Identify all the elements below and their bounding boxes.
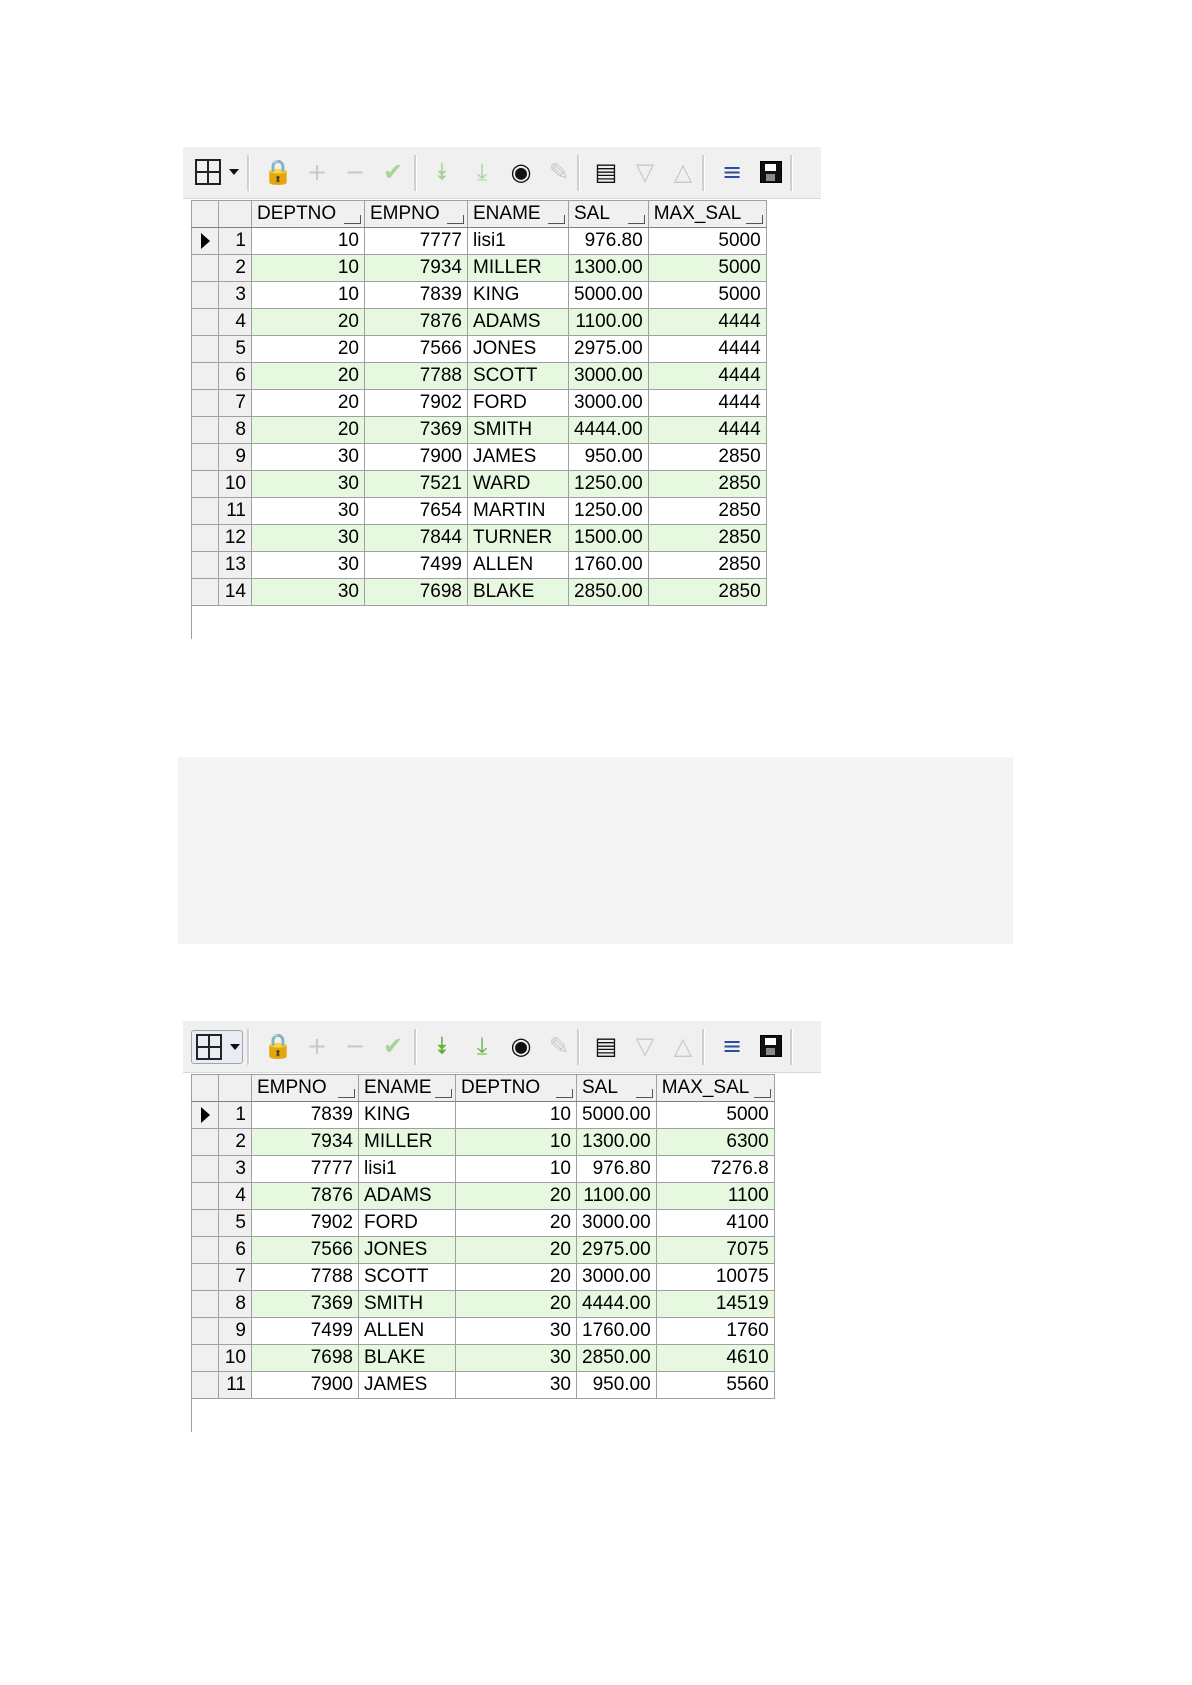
row-number[interactable]: 3 xyxy=(219,1156,252,1183)
table-cell[interactable]: 10 xyxy=(252,282,365,309)
column-header-button[interactable] xyxy=(628,215,645,224)
export-tree-icon[interactable]: ≡ xyxy=(721,158,743,186)
table-cell[interactable]: BLAKE xyxy=(468,579,569,606)
grid-toolbar xyxy=(183,147,821,199)
add-record-icon[interactable]: + xyxy=(306,1032,328,1060)
table-cell[interactable]: lisi1 xyxy=(468,228,569,255)
table-cell[interactable]: 7876 xyxy=(252,1183,359,1210)
table-row[interactable] xyxy=(192,1183,775,1210)
toolbar-separator xyxy=(247,155,250,191)
data-table xyxy=(191,1074,775,1399)
row-indicator[interactable] xyxy=(192,579,219,606)
table-cell[interactable]: 7566 xyxy=(365,336,468,363)
table-cell[interactable]: 5560 xyxy=(656,1372,774,1399)
column-header[interactable]: MAX_SAL xyxy=(656,1075,774,1102)
table-row[interactable] xyxy=(192,579,767,606)
table-cell[interactable]: 10 xyxy=(456,1129,577,1156)
table-cell[interactable]: 1100.00 xyxy=(577,1183,657,1210)
row-number[interactable]: 9 xyxy=(219,444,252,471)
table-cell[interactable]: 7902 xyxy=(252,1210,359,1237)
table-cell[interactable]: 3000.00 xyxy=(577,1210,657,1237)
table-row[interactable] xyxy=(192,228,767,255)
row-indicator[interactable] xyxy=(192,363,219,390)
table-cell[interactable]: 7839 xyxy=(365,282,468,309)
table-row[interactable] xyxy=(192,282,767,309)
table-cell[interactable]: 7369 xyxy=(365,417,468,444)
table-row[interactable] xyxy=(192,444,767,471)
table-cell[interactable]: 7369 xyxy=(252,1291,359,1318)
table-cell[interactable]: 2850.00 xyxy=(577,1345,657,1372)
table-cell[interactable]: 4444 xyxy=(648,336,766,363)
result-grid-2 xyxy=(183,1021,821,1432)
row-number[interactable]: 1 xyxy=(219,1102,252,1129)
table-cell[interactable]: 30 xyxy=(456,1372,577,1399)
table-cell[interactable]: ALLEN xyxy=(359,1318,456,1345)
table-cell[interactable]: 1760.00 xyxy=(577,1318,657,1345)
table-cell[interactable]: 7521 xyxy=(365,471,468,498)
table-cell[interactable]: 20 xyxy=(456,1291,577,1318)
row-number[interactable]: 9 xyxy=(219,1318,252,1345)
row-number[interactable]: 6 xyxy=(219,363,252,390)
table-cell[interactable]: ADAMS xyxy=(468,309,569,336)
clear-icon[interactable]: ✎ xyxy=(548,1032,570,1060)
save-button[interactable] xyxy=(756,156,786,188)
table-cell[interactable]: 1300.00 xyxy=(569,255,649,282)
previous-record-icon[interactable]: △ xyxy=(673,158,693,186)
table-cell[interactable]: 3000.00 xyxy=(569,363,649,390)
post-changes-icon[interactable]: ✔ xyxy=(382,158,404,186)
find-icon[interactable]: ◉ xyxy=(510,1032,532,1060)
table-cell[interactable]: SMITH xyxy=(468,417,569,444)
table-body xyxy=(192,1102,775,1399)
query-by-example-icon[interactable]: ▤ xyxy=(594,1032,618,1060)
table-cell[interactable]: 20 xyxy=(252,309,365,336)
row-number[interactable]: 5 xyxy=(219,336,252,363)
table-row[interactable] xyxy=(192,552,767,579)
delete-record-icon[interactable]: − xyxy=(344,1032,366,1060)
column-header-button[interactable] xyxy=(548,215,565,224)
table-cell[interactable]: 2850 xyxy=(648,444,766,471)
row-indicator[interactable] xyxy=(192,1183,219,1210)
table-cell[interactable]: 30 xyxy=(252,552,365,579)
table-cell[interactable]: JONES xyxy=(468,336,569,363)
table-row[interactable] xyxy=(192,1372,775,1399)
row-indicator[interactable] xyxy=(192,525,219,552)
table-cell[interactable]: 950.00 xyxy=(577,1372,657,1399)
add-record-icon[interactable]: + xyxy=(306,158,328,186)
row-number[interactable]: 10 xyxy=(219,1345,252,1372)
table-row[interactable] xyxy=(192,471,767,498)
row-indicator[interactable] xyxy=(192,1372,219,1399)
table-cell[interactable]: 20 xyxy=(456,1237,577,1264)
table-cell[interactable]: 4610 xyxy=(656,1345,774,1372)
table-cell[interactable]: 1100 xyxy=(656,1183,774,1210)
indicator-header xyxy=(192,1075,219,1102)
table-cell[interactable]: 5000 xyxy=(656,1102,774,1129)
row-number[interactable]: 14 xyxy=(219,579,252,606)
current-row-arrow-icon xyxy=(201,1107,210,1123)
table-row[interactable] xyxy=(192,363,767,390)
table-row[interactable] xyxy=(192,1210,775,1237)
table-cell[interactable]: 5000 xyxy=(648,255,766,282)
column-header[interactable]: SAL xyxy=(569,201,649,228)
row-number[interactable]: 8 xyxy=(219,1291,252,1318)
header-row xyxy=(192,1075,775,1102)
table-cell[interactable]: SMITH xyxy=(359,1291,456,1318)
row-number[interactable]: 7 xyxy=(219,1264,252,1291)
table-row[interactable] xyxy=(192,1102,775,1129)
table-cell[interactable]: 10 xyxy=(252,255,365,282)
table-cell[interactable]: 10 xyxy=(456,1156,577,1183)
column-header[interactable]: EMPNO xyxy=(365,201,468,228)
table-cell[interactable]: 7788 xyxy=(252,1264,359,1291)
table-cell[interactable]: 30 xyxy=(252,525,365,552)
table-cell[interactable]: 7698 xyxy=(252,1345,359,1372)
table-cell[interactable]: 7499 xyxy=(252,1318,359,1345)
table-cell[interactable]: 4444 xyxy=(648,390,766,417)
table-row[interactable] xyxy=(192,417,767,444)
table-cell[interactable]: 20 xyxy=(252,417,365,444)
clear-icon[interactable]: ✎ xyxy=(548,158,570,186)
column-header[interactable]: DEPTNO xyxy=(456,1075,577,1102)
column-header-button[interactable] xyxy=(344,215,361,224)
table-cell[interactable]: 30 xyxy=(456,1318,577,1345)
row-number[interactable]: 5 xyxy=(219,1210,252,1237)
row-indicator[interactable] xyxy=(192,1264,219,1291)
current-row-arrow-icon xyxy=(201,233,210,249)
table-cell[interactable]: 7698 xyxy=(365,579,468,606)
code-block xyxy=(178,757,1013,944)
table-cell[interactable]: 1250.00 xyxy=(569,471,649,498)
save-button[interactable] xyxy=(756,1030,786,1062)
grid-toolbar xyxy=(183,1021,821,1073)
table-cell[interactable]: JONES xyxy=(359,1237,456,1264)
row-indicator[interactable] xyxy=(192,1291,219,1318)
table-cell[interactable]: JAMES xyxy=(359,1372,456,1399)
toolbar-separator xyxy=(702,155,705,191)
column-header[interactable]: ENAME xyxy=(468,201,569,228)
row-number[interactable]: 7 xyxy=(219,390,252,417)
toolbar-separator xyxy=(577,155,580,191)
table-cell[interactable]: 20 xyxy=(252,363,365,390)
table-cell[interactable]: lisi1 xyxy=(359,1156,456,1183)
row-number-header xyxy=(219,1075,252,1102)
table-cell[interactable]: BLAKE xyxy=(359,1345,456,1372)
next-record-icon[interactable]: ▽ xyxy=(635,158,655,186)
toolbar-separator xyxy=(702,1029,705,1065)
table-cell[interactable]: MILLER xyxy=(359,1129,456,1156)
column-header-button[interactable] xyxy=(435,1089,452,1098)
column-header-button[interactable] xyxy=(556,1089,573,1098)
table-cell[interactable]: SCOTT xyxy=(468,363,569,390)
result-grid-1 xyxy=(183,147,821,639)
table-cell[interactable]: 3000.00 xyxy=(569,390,649,417)
column-header-button[interactable] xyxy=(754,1089,771,1098)
column-header-button[interactable] xyxy=(636,1089,653,1098)
column-header[interactable]: EMPNO xyxy=(252,1075,359,1102)
table-cell[interactable]: 1250.00 xyxy=(569,498,649,525)
table-cell[interactable]: 4444 xyxy=(648,363,766,390)
table-cell[interactable]: 2850 xyxy=(648,525,766,552)
chevron-down-icon xyxy=(230,1044,240,1050)
table-cell[interactable]: KING xyxy=(359,1102,456,1129)
row-number[interactable]: 3 xyxy=(219,282,252,309)
table-row[interactable] xyxy=(192,1291,775,1318)
table-cell[interactable]: 2850.00 xyxy=(569,579,649,606)
table-cell[interactable]: 4444.00 xyxy=(577,1291,657,1318)
table-cell[interactable]: 30 xyxy=(252,471,365,498)
table-cell[interactable]: FORD xyxy=(468,390,569,417)
table-row[interactable] xyxy=(192,525,767,552)
table-cell[interactable]: 7654 xyxy=(365,498,468,525)
grid-menu-icon xyxy=(195,159,221,185)
chevron-down-icon xyxy=(229,169,239,175)
table-cell[interactable]: 7788 xyxy=(365,363,468,390)
row-indicator[interactable] xyxy=(192,1156,219,1183)
row-number[interactable]: 4 xyxy=(219,1183,252,1210)
save-icon xyxy=(760,1035,782,1057)
row-number[interactable]: 1 xyxy=(219,228,252,255)
table-cell[interactable]: 7934 xyxy=(365,255,468,282)
table-cell[interactable]: 4100 xyxy=(656,1210,774,1237)
column-header[interactable]: DEPTNO xyxy=(252,201,365,228)
table-cell[interactable]: 7566 xyxy=(252,1237,359,1264)
fetch-next-icon[interactable]: ⯯ xyxy=(434,158,450,186)
row-indicator[interactable] xyxy=(192,444,219,471)
previous-record-icon[interactable]: △ xyxy=(673,1032,693,1060)
grid-menu-icon xyxy=(196,1034,222,1060)
row-indicator[interactable] xyxy=(192,1210,219,1237)
toolbar-separator xyxy=(414,155,417,191)
table-cell[interactable]: 20 xyxy=(252,390,365,417)
table-cell[interactable]: 7900 xyxy=(365,444,468,471)
table-row[interactable] xyxy=(192,1156,775,1183)
table-cell[interactable]: 7777 xyxy=(365,228,468,255)
table-cell[interactable]: 7844 xyxy=(365,525,468,552)
row-indicator[interactable] xyxy=(192,228,219,255)
row-indicator[interactable] xyxy=(192,1129,219,1156)
row-number[interactable]: 11 xyxy=(219,498,252,525)
table-cell[interactable]: 1500.00 xyxy=(569,525,649,552)
fetch-last-icon[interactable]: ⤓ xyxy=(476,1032,488,1060)
table-cell[interactable]: 7900 xyxy=(252,1372,359,1399)
row-indicator[interactable] xyxy=(192,1318,219,1345)
data-table xyxy=(191,200,767,606)
header-row xyxy=(192,201,767,228)
find-icon[interactable]: ◉ xyxy=(510,158,532,186)
table-cell[interactable]: 7876 xyxy=(365,309,468,336)
post-changes-icon[interactable]: ✔ xyxy=(382,1032,404,1060)
table-cell[interactable]: MARTIN xyxy=(468,498,569,525)
save-icon xyxy=(760,161,782,183)
row-indicator[interactable] xyxy=(192,471,219,498)
table-cell[interactable]: 2975.00 xyxy=(577,1237,657,1264)
table-row[interactable] xyxy=(192,255,767,282)
table-cell[interactable]: JAMES xyxy=(468,444,569,471)
table-cell[interactable]: 7902 xyxy=(365,390,468,417)
row-number[interactable]: 11 xyxy=(219,1372,252,1399)
table-cell[interactable]: WARD xyxy=(468,471,569,498)
table-cell[interactable]: 2850 xyxy=(648,552,766,579)
table-row[interactable] xyxy=(192,1345,775,1372)
table-cell[interactable]: 20 xyxy=(456,1183,577,1210)
table-cell[interactable]: 30 xyxy=(252,498,365,525)
column-header-button[interactable] xyxy=(746,215,763,224)
column-header-button[interactable] xyxy=(338,1089,355,1098)
table-cell[interactable]: 20 xyxy=(252,336,365,363)
table-cell[interactable]: 2850 xyxy=(648,579,766,606)
delete-record-icon[interactable]: − xyxy=(344,158,366,186)
table-cell[interactable]: 1100.00 xyxy=(569,309,649,336)
row-indicator[interactable] xyxy=(192,1102,219,1129)
table-cell[interactable]: 3000.00 xyxy=(577,1264,657,1291)
row-number[interactable]: 4 xyxy=(219,309,252,336)
grid-menu-button[interactable] xyxy=(191,1030,243,1064)
table-cell[interactable]: 7276.8 xyxy=(656,1156,774,1183)
table-cell[interactable]: 2850 xyxy=(648,471,766,498)
table-cell[interactable]: 5000 xyxy=(648,282,766,309)
table-row[interactable] xyxy=(192,498,767,525)
table-cell[interactable]: TURNER xyxy=(468,525,569,552)
table-cell[interactable]: 976.80 xyxy=(569,228,649,255)
table-cell[interactable]: ALLEN xyxy=(468,552,569,579)
table-cell[interactable]: 4444 xyxy=(648,309,766,336)
row-number[interactable]: 8 xyxy=(219,417,252,444)
table-cell[interactable]: 7777 xyxy=(252,1156,359,1183)
row-indicator[interactable] xyxy=(192,390,219,417)
fetch-next-icon[interactable]: ⯯ xyxy=(434,1032,450,1060)
table-row[interactable] xyxy=(192,1264,775,1291)
table-row[interactable] xyxy=(192,336,767,363)
table-cell[interactable]: 2975.00 xyxy=(569,336,649,363)
row-indicator[interactable] xyxy=(192,1237,219,1264)
table-row[interactable] xyxy=(192,1129,775,1156)
row-indicator[interactable] xyxy=(192,282,219,309)
row-indicator[interactable] xyxy=(192,498,219,525)
table-cell[interactable]: SCOTT xyxy=(359,1264,456,1291)
toolbar-separator xyxy=(414,1029,417,1065)
table-row[interactable] xyxy=(192,390,767,417)
toolbar-separator xyxy=(790,155,793,191)
column-header[interactable]: SAL xyxy=(577,1075,657,1102)
table-cell[interactable]: 7934 xyxy=(252,1129,359,1156)
table-cell[interactable]: 30 xyxy=(456,1345,577,1372)
table-cell[interactable]: 976.80 xyxy=(577,1156,657,1183)
toolbar-separator xyxy=(577,1029,580,1065)
table-cell[interactable]: 10075 xyxy=(656,1264,774,1291)
column-header[interactable]: MAX_SAL xyxy=(648,201,766,228)
table-cell[interactable]: FORD xyxy=(359,1210,456,1237)
indicator-header xyxy=(192,201,219,228)
table-cell[interactable]: ADAMS xyxy=(359,1183,456,1210)
lock-icon[interactable]: 🔒 xyxy=(263,1032,293,1060)
table-cell[interactable]: 5000.00 xyxy=(577,1102,657,1129)
row-indicator[interactable] xyxy=(192,255,219,282)
table-cell[interactable]: 7499 xyxy=(365,552,468,579)
table-cell[interactable]: 5000.00 xyxy=(569,282,649,309)
table-cell[interactable]: 7075 xyxy=(656,1237,774,1264)
table-cell[interactable]: 4444 xyxy=(648,417,766,444)
table-cell[interactable]: 1300.00 xyxy=(577,1129,657,1156)
lock-icon[interactable]: 🔒 xyxy=(263,158,293,186)
fetch-last-icon[interactable]: ⤓ xyxy=(476,158,488,186)
export-tree-icon[interactable]: ≡ xyxy=(721,1032,743,1060)
table-cell[interactable]: KING xyxy=(468,282,569,309)
row-indicator[interactable] xyxy=(192,336,219,363)
table-cell[interactable]: MILLER xyxy=(468,255,569,282)
row-indicator[interactable] xyxy=(192,309,219,336)
table-body xyxy=(192,228,767,606)
column-header-button[interactable] xyxy=(447,215,464,224)
table-cell[interactable]: 20 xyxy=(456,1264,577,1291)
table-cell[interactable]: 10 xyxy=(252,228,365,255)
table-cell[interactable]: 5000 xyxy=(648,228,766,255)
row-indicator[interactable] xyxy=(192,552,219,579)
row-number[interactable]: 6 xyxy=(219,1237,252,1264)
table-cell[interactable]: 10 xyxy=(456,1102,577,1129)
table-cell[interactable]: 950.00 xyxy=(569,444,649,471)
table-row[interactable] xyxy=(192,1237,775,1264)
table-cell[interactable]: 4444.00 xyxy=(569,417,649,444)
toolbar-separator xyxy=(247,1029,250,1065)
row-number[interactable]: 2 xyxy=(219,255,252,282)
table-cell[interactable]: 14519 xyxy=(656,1291,774,1318)
table-cell[interactable]: 1760.00 xyxy=(569,552,649,579)
table-cell[interactable]: 1760 xyxy=(656,1318,774,1345)
toolbar-separator xyxy=(790,1029,793,1065)
table-cell[interactable]: 7839 xyxy=(252,1102,359,1129)
row-indicator[interactable] xyxy=(192,1345,219,1372)
row-number[interactable]: 13 xyxy=(219,552,252,579)
table-row[interactable] xyxy=(192,309,767,336)
row-number[interactable]: 2 xyxy=(219,1129,252,1156)
row-number[interactable]: 10 xyxy=(219,471,252,498)
table-cell[interactable]: 6300 xyxy=(656,1129,774,1156)
column-header[interactable]: ENAME xyxy=(359,1075,456,1102)
grid-menu-button[interactable] xyxy=(191,156,241,188)
table-cell[interactable]: 20 xyxy=(456,1210,577,1237)
table-row[interactable] xyxy=(192,1318,775,1345)
table-cell[interactable]: 2850 xyxy=(648,498,766,525)
table-cell[interactable]: 30 xyxy=(252,579,365,606)
row-number-header xyxy=(219,201,252,228)
row-number[interactable]: 12 xyxy=(219,525,252,552)
table-cell[interactable]: 30 xyxy=(252,444,365,471)
next-record-icon[interactable]: ▽ xyxy=(635,1032,655,1060)
query-by-example-icon[interactable]: ▤ xyxy=(594,158,618,186)
row-indicator[interactable] xyxy=(192,417,219,444)
